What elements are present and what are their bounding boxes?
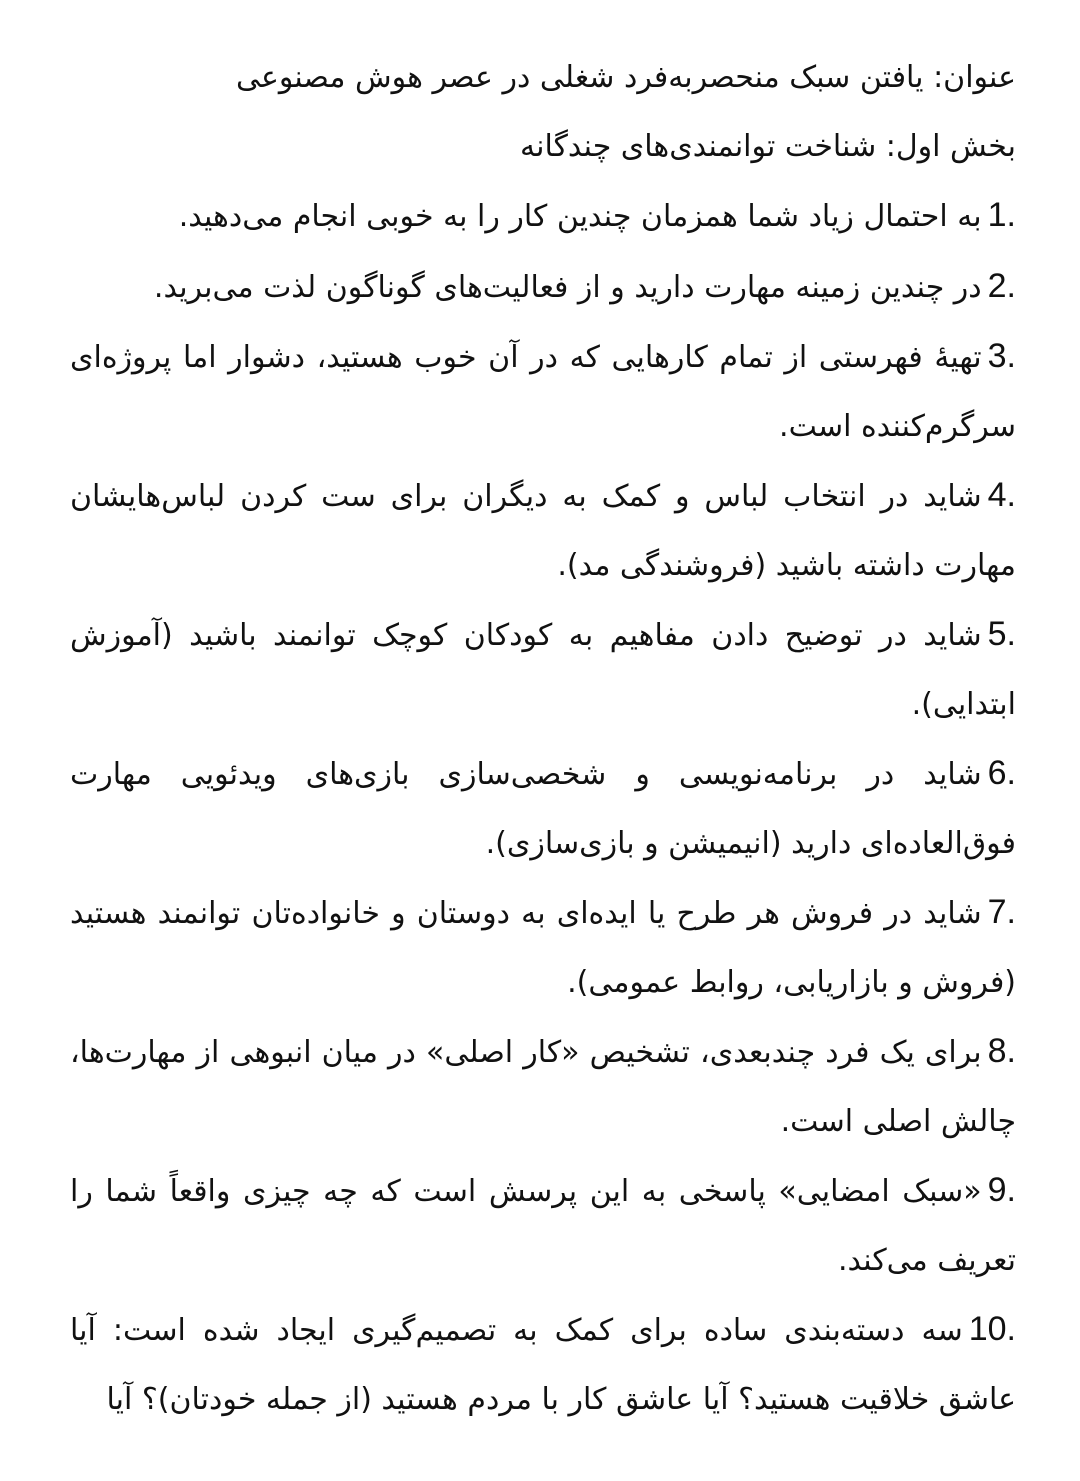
list-item-text: شاید در فروش هر طرح یا ایده‌ای به دوستان و خانواده‌تان توانمند هستید (فروش و بازاریابی، روابط عمومی). [70,896,1016,1000]
list-item-number: 10. [968,1310,1016,1348]
list-item-text: سه دسته‌بندی ساده برای کمک به تصمیم‌گیری ایجاد شده است: آیا عاشق خلاقیت هستید؟ آیا عاشق کار با مردم هستید (از جمله خودتان)؟ آیا [70,1313,1016,1417]
document-body [70,44,1016,1434]
list-item [70,252,1016,323]
list-item-text: شاید در انتخاب لباس و کمک به دیگران برای ست کردن لباس‌هایشان مهارت داشته باشید (فروشندگی مد). [70,479,1016,583]
list-item-number: 5. [987,615,1016,653]
section-heading: بخش اول: شناخت توانمندی‌های چندگانه [520,128,1016,164]
list-item [70,322,1016,461]
list-item-text: برای یک فرد چندبعدی، تشخیص «کار اصلی» در میان انبوهی از مهارت‌ها، چالش اصلی است. [70,1035,1016,1139]
list-item-number: 2. [987,266,1016,305]
list-item [70,600,1016,739]
list-item-text: شاید در توضیح دادن مفاهیم به کودکان کوچک توانمند باشید (آموزش ابتدایی). [70,618,1016,722]
list-item-text: تهیهٔ فهرستی از تمام کارهایی که در آن خوب هستید، دشوار اما پروژه‌ای سرگرم‌کننده است. [70,340,1016,444]
list-item [70,1295,1016,1434]
list-item [70,878,1016,1017]
list-item-number: 6. [987,754,1016,792]
list-item-number: 1. [987,196,1016,234]
list-item-text: شاید در برنامه‌نویسی و شخصی‌سازی بازی‌های ویدئویی مهارت فوق‌العاده‌ای دارید (انیمیشن و بازی‌سازی). [70,757,1016,861]
list-item-number: 8. [987,1032,1016,1070]
list-item [70,461,1016,600]
list-item [70,739,1016,878]
list-item [70,1156,1016,1295]
list-item-text: «سبک امضایی» پاسخی به این پرسش است که چه چیزی واقعاً شما را تعریف می‌کند. [70,1174,1016,1278]
list-item-number: 7. [987,893,1016,931]
list-item [70,1017,1016,1156]
list-item-number: 3. [987,337,1016,375]
list-item-text: به احتمال زیاد شما همزمان چندین کار را به خوبی انجام می‌دهید. [178,199,982,234]
document-title: عنوان: یافتن سبک منحصربه‌فرد شغلی در عصر هوش مصنوعی [235,60,1016,95]
list-item-text: در چندین زمینه مهارت دارید و از فعالیت‌های گوناگون لذت می‌برید. [153,269,982,305]
list-item-number: 9. [987,1171,1016,1209]
list-item [70,181,1016,252]
list-item-number: 4. [987,476,1016,514]
